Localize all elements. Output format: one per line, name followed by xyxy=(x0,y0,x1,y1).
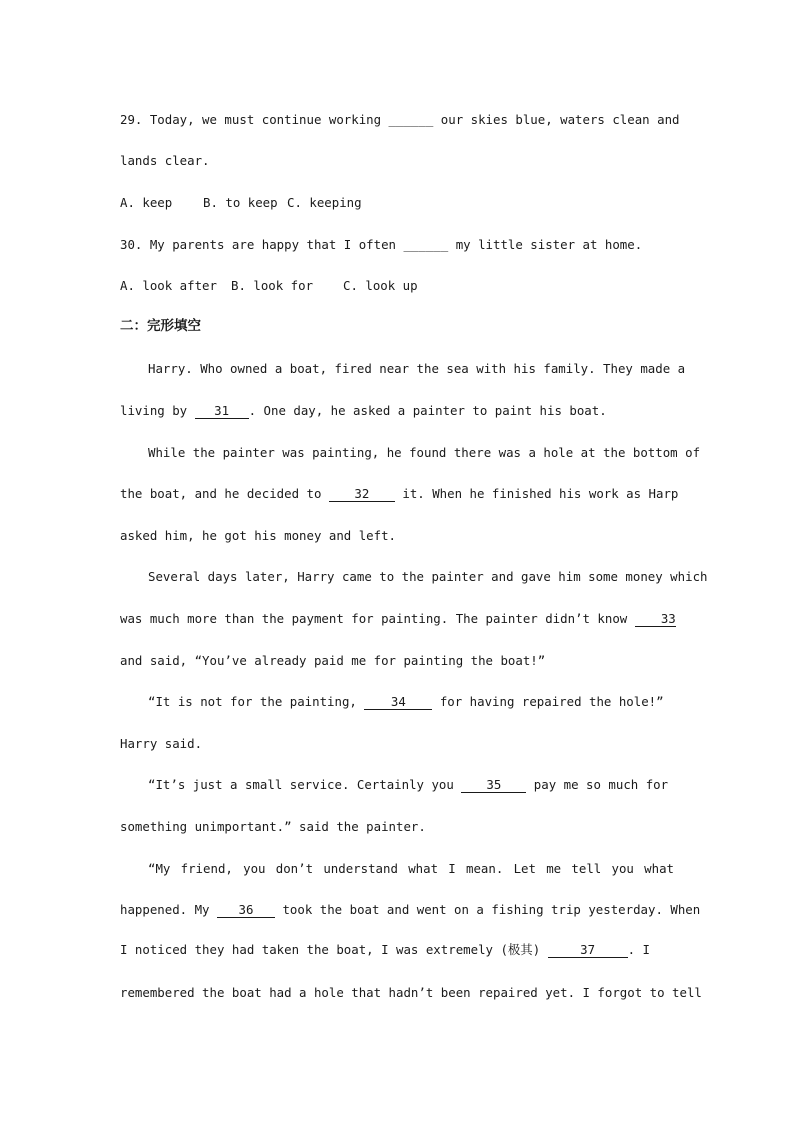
text: I noticed they had taken the boat, I was extremely (极其) xyxy=(120,942,541,957)
blank-35: 35 xyxy=(461,778,526,793)
question-29-line-2: lands clear. xyxy=(120,153,210,168)
blank-32: 32 xyxy=(329,487,395,502)
text: took the boat and went on a fishing trip yesterday. When xyxy=(282,902,701,917)
section-heading: 二：完形填空 xyxy=(120,318,201,334)
option-a: A. keep xyxy=(120,195,173,210)
passage-line xyxy=(148,694,674,710)
passage-line: Harry. Who owned a boat, fired near the sea with his family. They made a xyxy=(148,361,686,376)
passage-line xyxy=(120,902,701,918)
text: . One day, he asked a painter to paint his boat. xyxy=(248,403,607,418)
text: was much more than the payment for painting. The painter didn’t know xyxy=(120,611,628,626)
passage-line: and said, “You’ve already paid me for painting the boat!” xyxy=(120,653,546,668)
text: the boat, and he decided to xyxy=(120,486,322,501)
option-a: A. look after xyxy=(120,278,217,293)
passage-line: While the painter was painting, he found there was a hole at the bottom of xyxy=(148,445,701,460)
blank-33: 33 xyxy=(635,612,676,627)
passage-line: remembered the boat had a hole that hadn’t been repaired yet. I forgot to tell xyxy=(120,985,702,1000)
passage-line xyxy=(120,942,674,958)
option-c: C. look up xyxy=(343,278,418,293)
question-30-line-1: 30. My parents are happy that I often ______ my little sister at home. xyxy=(120,237,643,252)
passage-line xyxy=(120,486,679,502)
blank-34: 34 xyxy=(364,695,432,710)
blank-37: 37 xyxy=(548,943,628,958)
blank-36: 36 xyxy=(217,903,275,918)
text: for having repaired the hole!” xyxy=(439,694,664,709)
passage-line xyxy=(120,403,674,419)
text: living by xyxy=(120,403,188,418)
passage-line xyxy=(148,777,674,793)
text: happened. My xyxy=(120,902,210,917)
passage-line xyxy=(120,611,674,627)
question-29-options xyxy=(120,195,674,211)
text: “It is not for the painting, xyxy=(148,694,357,709)
question-30-options xyxy=(120,278,674,294)
question-29-line-1: 29. Today, we must continue working ______ our skies blue, waters clean and xyxy=(120,112,680,127)
text: it. When he finished his work as Harp xyxy=(402,486,679,501)
passage-line: Several days later, Harry came to the painter and gave him some money which xyxy=(148,569,708,584)
passage-line: something unimportant.” said the painter. xyxy=(120,819,426,834)
passage-line: asked him, he got his money and left. xyxy=(120,528,397,543)
text: . I xyxy=(627,942,651,957)
option-c: C. keeping xyxy=(287,195,362,210)
passage-line: Harry said. xyxy=(120,736,203,751)
blank-31: 31 xyxy=(195,404,249,419)
option-b: B. to keep xyxy=(203,195,278,210)
passage-line: “My friend, you don’t understand what I mean. Let me tell you what xyxy=(148,861,674,876)
option-b: B. look for xyxy=(231,278,314,293)
text: “It’s just a small service. Certainly you xyxy=(148,777,454,792)
text: pay me so much for xyxy=(533,777,669,792)
